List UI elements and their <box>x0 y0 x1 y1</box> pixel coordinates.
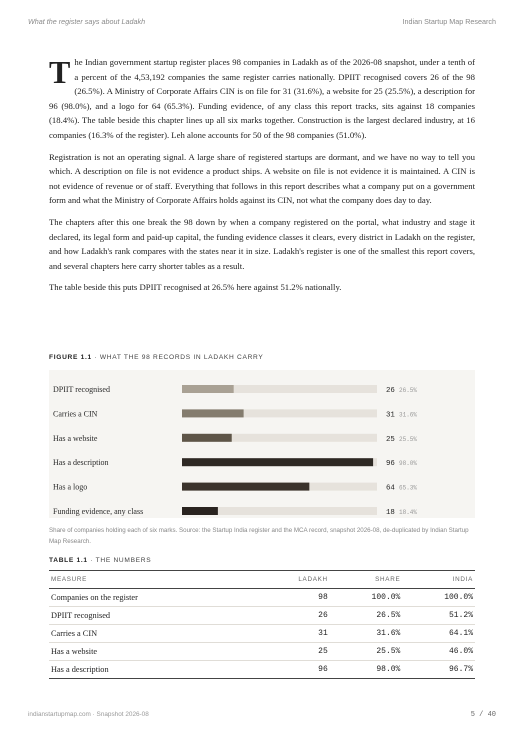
column-header-ladakh: LADAKH <box>267 571 330 589</box>
figure-title <box>49 354 264 361</box>
column-header-india: INDIA <box>402 571 475 589</box>
bar-percent-label: 31.6% <box>399 411 418 419</box>
numbers-table <box>49 570 475 679</box>
table-label: TABLE 1.1 <box>49 557 88 564</box>
cell-ladakh: 98 <box>267 589 330 607</box>
cell-share: 26.5% <box>330 607 403 625</box>
column-header-share: SHARE <box>330 571 403 589</box>
page-number: 5 / 40 <box>470 711 496 719</box>
figure-chart <box>49 370 475 518</box>
figure-label: FIGURE 1.1 <box>49 354 92 361</box>
cell-share: 100.0% <box>330 589 403 607</box>
cell-india: 46.0% <box>402 643 475 661</box>
table-row <box>49 625 475 643</box>
bar-label: Carries a CIN <box>53 409 98 419</box>
cell-measure: DPIIT recognised <box>49 607 267 625</box>
cell-share: 25.5% <box>330 643 403 661</box>
bar <box>182 507 218 515</box>
bar <box>182 483 309 491</box>
figure-title-text: · WHAT THE 98 RECORDS IN LADAKH CARRY <box>91 354 264 361</box>
paragraph-outline: The chapters after this one break the 98 down by when a company registered on the portal, what industry and stage it declared, its legal form and paid-up capital, the funding evidence classes it clears, every district in Ladakh on the register, and how Ladakh's rank compares with the states near it in size. Ladakh's register is one of the smallest this report covers, and several chapters here carry shorter tables as a result. <box>49 216 475 271</box>
paragraph-comparison: The table beside this puts DPIIT recognised at 26.5% here against 51.2% nationally. <box>49 282 342 293</box>
bar-value-label: 18 <box>386 509 395 517</box>
bar <box>182 458 373 466</box>
bar-value-label: 64 <box>386 484 395 493</box>
cell-ladakh: 26 <box>267 607 330 625</box>
figure-caption: Share of companies holding each of six marks. Source: the Startup India register and the MCA record, snapshot 2026-08, de-duplicated by Indian Startup Map Research. <box>49 527 469 545</box>
table-row <box>49 589 475 607</box>
bar-value-label: 31 <box>386 411 395 420</box>
cell-india: 100.0% <box>402 589 475 607</box>
footer-source: indianstartupmap.com · Snapshot 2026-08 <box>28 711 149 718</box>
running-head-chapter: What the register says about Ladakh <box>28 17 146 26</box>
cell-measure: Has a website <box>49 643 267 661</box>
cell-ladakh: 31 <box>267 625 330 643</box>
table-row <box>49 661 475 679</box>
bar-percent-label: 18.4% <box>399 509 418 516</box>
bar-value-label: 26 <box>386 387 395 395</box>
paragraph-intro-text: he Indian government startup register places 98 companies in Ladakh as of the 2026-08 snapshot, under a tenth of a percent of the 4,53,192 companies the same register carries nationally. DPIIT recognised covers 26 of the 98 (26.5%). A Ministry of Corporate Affairs CIN is on file for 31 (31.6%), a website for 25 (25.5%), a description for 96 (98.0%), and a logo for 64 (65.3%). Funding evidence, of any class this report tracks, sits against 18 companies (18.4%). The table beside this chapter lines up all six marks together. Construction is the largest declared industry, at 16 companies (16.3% of the register). Leh alone accounts for 50 of the 98 companies (51.0%). <box>49 57 475 140</box>
page-footer <box>28 711 496 723</box>
bar-value-label: 25 <box>386 435 395 444</box>
cell-measure: Carries a CIN <box>49 625 267 643</box>
chapter-body <box>49 55 475 302</box>
bar-value-label: 96 <box>386 460 395 469</box>
bar-label: Has a description <box>53 458 109 468</box>
paragraph-intro <box>49 55 475 143</box>
cell-share: 31.6% <box>330 625 403 643</box>
cell-india: 64.1% <box>402 625 475 643</box>
cell-india: 51.2% <box>402 607 475 625</box>
table-title <box>49 557 151 564</box>
table-header-row <box>49 571 475 589</box>
cell-measure: Has a description <box>49 661 267 679</box>
bar-percent-label: 98.0% <box>399 460 418 468</box>
bar-chart <box>49 370 475 518</box>
cell-measure: Companies on the register <box>49 589 267 607</box>
running-head <box>28 17 496 29</box>
bar-label: Funding evidence, any class <box>53 507 144 516</box>
bar-percent-label: 25.5% <box>399 435 418 443</box>
bar-percent-label: 65.3% <box>399 484 418 492</box>
paragraph-caveat: Registration is not an operating signal. A large share of registered startups are dormant, and we have no way to tell you which. A description on file is not evidence a product ships. A website on file is not evidence it is maintained. A CIN is not evidence of revenue or of staff. Everything that follows in this report describes what a company put on a government form and what the Ministry of Corporate Affairs holds against its CIN, not what the company does day to day. <box>49 151 475 206</box>
bar <box>182 385 234 393</box>
running-head-publisher: Indian Startup Map Research <box>402 17 496 26</box>
bar-label: Has a website <box>53 433 98 443</box>
bar-label: DPIIT recognised <box>53 385 110 394</box>
table-row <box>49 643 475 661</box>
table-title-text: · THE NUMBERS <box>87 557 152 564</box>
cell-ladakh: 96 <box>267 661 330 679</box>
bar-percent-label: 26.5% <box>399 387 418 394</box>
cell-ladakh: 25 <box>267 643 330 661</box>
cell-share: 98.0% <box>330 661 403 679</box>
bar-label: Has a logo <box>53 482 88 492</box>
column-header-measure: MEASURE <box>49 571 267 589</box>
bar <box>182 409 244 417</box>
table-row <box>49 607 475 625</box>
drop-cap: T <box>49 54 71 90</box>
bar <box>182 434 232 442</box>
cell-india: 96.7% <box>402 661 475 679</box>
